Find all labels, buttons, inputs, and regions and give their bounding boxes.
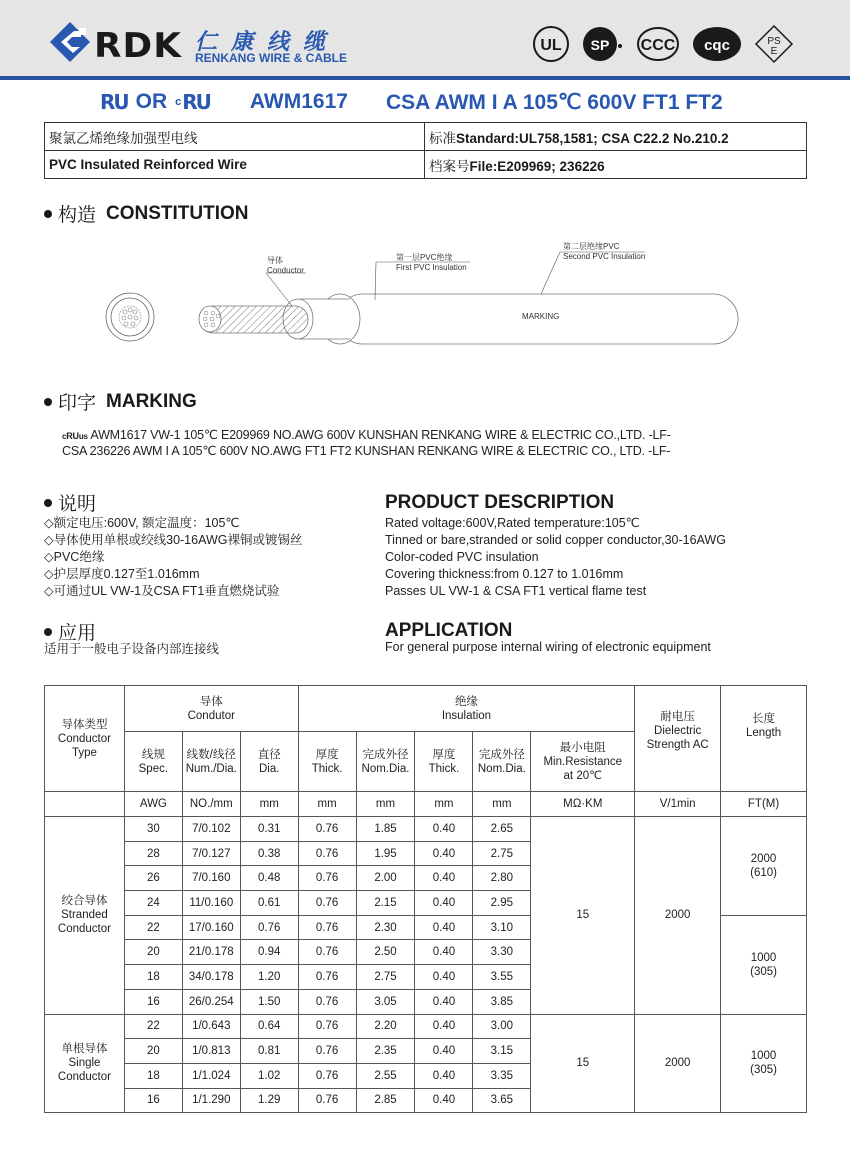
nom1-cell: 2.75: [356, 965, 415, 990]
thick2-header: [415, 732, 473, 792]
certification-logos: [532, 24, 794, 64]
header-cn: 厚度: [432, 748, 456, 761]
thick1-cell: 0.76: [298, 989, 356, 1014]
ul-recognized-mark: RU: [100, 90, 128, 114]
awm-cell: 16: [124, 1088, 182, 1113]
constitution-heading: [44, 200, 249, 227]
length-m: (305): [750, 1064, 777, 1077]
description-item-cn: ◇额定电压:600V, 额定温度：105℃: [44, 516, 240, 530]
conductor-label: [267, 256, 304, 276]
svg-text:UL: UL: [540, 37, 562, 54]
header-cn: 线数/线径: [186, 748, 236, 761]
type-label-en: Single: [68, 1057, 101, 1070]
thick2-cell: 0.40: [415, 817, 473, 842]
num-dia-cell: 1/1.290: [182, 1088, 240, 1113]
nom1-cell: 2.30: [356, 915, 415, 940]
thick2-cell: 0.40: [415, 866, 473, 891]
thick1-cell: 0.76: [298, 1039, 356, 1064]
header-en: Spec.: [138, 762, 169, 775]
pse-cert-icon: [754, 24, 794, 64]
thick1-cell: 0.76: [298, 841, 356, 866]
nom2-cell: 2.95: [473, 891, 531, 916]
thick2-cell: 0.40: [415, 965, 473, 990]
header-en: Condutor: [187, 709, 235, 722]
units-blank: [45, 792, 125, 817]
description-item-en: Passes UL VW-1 & CSA FT1 vertical flame test: [385, 584, 647, 598]
thick2-cell: 0.40: [415, 915, 473, 940]
header-en: Dielectric: [654, 724, 702, 737]
description-list-en: [385, 515, 726, 600]
type-label-en: Conductor: [57, 1071, 111, 1084]
heading-cn: 构造: [58, 205, 97, 226]
nom2-header: [473, 732, 531, 792]
product-name-cn: 聚氯乙烯绝缘加强型电线: [45, 123, 425, 151]
thick2-cell: 0.40: [415, 989, 473, 1014]
type-label-en: Conductor: [57, 923, 111, 936]
description-item-en: Color-coded PVC insulation: [385, 550, 539, 564]
awm-cell: 20: [124, 1039, 182, 1064]
header-divider: [0, 76, 850, 80]
application-text-en: For general purpose internal wiring of electronic equipment: [385, 640, 711, 654]
header-en: Type: [71, 746, 97, 759]
awm-style: AWM1617: [249, 90, 348, 113]
header-cn: 绝缘: [454, 695, 478, 708]
nom1-cell: 2.55: [356, 1063, 415, 1088]
stranded-type-cell: [45, 817, 125, 1015]
nom1-cell: 1.85: [356, 817, 415, 842]
standard-value: Standard:UL758,1581; CSA C22.2 No.210.2: [456, 130, 729, 146]
nom1-header: [356, 732, 415, 792]
nom2-cell: 3.35: [473, 1063, 531, 1088]
application-heading-en: APPLICATION: [385, 620, 513, 641]
thick2-cell: 0.40: [415, 940, 473, 965]
type-label-en: Stranded: [61, 909, 108, 922]
length-m: (610): [750, 866, 777, 879]
resistance-header: [531, 732, 635, 792]
thick2-cell: 0.40: [415, 1063, 473, 1088]
brand-name-en: RENKANG WIRE & CABLE: [195, 51, 347, 65]
header-en: Nom.Dia.: [361, 762, 410, 775]
header-cn: 最小电阻: [559, 741, 606, 754]
dia-cell: 0.61: [240, 891, 298, 916]
second-insulation-label-cn: 第二层绝缘PVC: [563, 242, 620, 251]
header-cn: 线规: [141, 748, 165, 761]
header-en: Insulation: [441, 709, 492, 722]
standard-prefix: 标准: [429, 130, 456, 146]
or-text: OR: [135, 90, 168, 113]
nom2-cell: 2.75: [473, 841, 531, 866]
svg-text:PS: PS: [767, 36, 781, 47]
thick1-cell: 0.76: [298, 1088, 356, 1113]
header-cn: 完成外径: [478, 748, 525, 761]
awm-cell: 22: [124, 1014, 182, 1039]
cable-diagram: [100, 236, 750, 366]
header-en: Thick.: [311, 762, 343, 775]
marking-line-1: [62, 428, 671, 444]
dia-cell: 0.64: [240, 1014, 298, 1039]
awm-cell: 18: [124, 965, 182, 990]
awm-cell: 22: [124, 915, 182, 940]
dia-cell: 0.94: [240, 940, 298, 965]
type-label-cn: 绞合导体: [61, 895, 108, 908]
num-dia-cell: 21/0.178: [182, 940, 240, 965]
nom1-cell: 2.20: [356, 1014, 415, 1039]
awm-cell: 18: [124, 1063, 182, 1088]
nom1-cell: 2.85: [356, 1088, 415, 1113]
marking-text: [62, 428, 671, 459]
num-dia-header: [182, 732, 240, 792]
header-cn: 耐电压: [660, 710, 695, 723]
heading-en: MARKING: [106, 390, 197, 412]
description-item-en: Covering thickness:from 0.127 to 1.016mm: [385, 567, 624, 581]
rdk-logo: [50, 22, 182, 66]
first-insulation-label: [396, 253, 467, 273]
length-m: (305): [750, 965, 777, 978]
svg-text:CCC: CCC: [640, 37, 676, 54]
thick1-cell: 0.76: [298, 915, 356, 940]
c-prefix: c: [175, 96, 182, 108]
marking-label: MARKING: [522, 312, 560, 321]
thick2-cell: 0.40: [415, 841, 473, 866]
header-en: Strength AC: [646, 738, 709, 751]
nom2-cell: 3.00: [473, 1014, 531, 1039]
heading-cn: 应用: [58, 623, 97, 644]
awm-cell: 28: [124, 841, 182, 866]
header-en: Nom.Dia.: [477, 762, 526, 775]
awm-cell: 24: [124, 891, 182, 916]
marking-c-prefix: c: [62, 432, 67, 441]
num-dia-cell: 34/0.178: [182, 965, 240, 990]
cul-recognized-mark: RU: [182, 90, 210, 114]
nom1-cell: 1.95: [356, 841, 415, 866]
length-ft: 1000: [750, 951, 777, 964]
ccc-cert-icon: [636, 25, 680, 63]
header-cn: 直径: [257, 748, 281, 761]
thick1-cell: 0.76: [298, 940, 356, 965]
length-cell: [721, 1014, 807, 1113]
product-description-heading: PRODUCT DESCRIPTION: [385, 492, 615, 513]
single-type-cell: [45, 1014, 125, 1113]
description-item-cn: ◇护层厚度0.127至1.016mm: [44, 567, 200, 581]
length-cell: [721, 817, 807, 916]
header-cn: 导体: [199, 695, 223, 708]
nom2-cell: 3.15: [473, 1039, 531, 1064]
table-row: [45, 1014, 807, 1039]
dia-cell: 1.02: [240, 1063, 298, 1088]
length-header: [721, 686, 807, 792]
application-text-cn: 适用于一般电子设备内部连接线: [44, 642, 220, 656]
unit-cell: mm: [240, 792, 298, 817]
nom1-cell: 2.35: [356, 1039, 415, 1064]
num-dia-cell: 1/0.643: [182, 1014, 240, 1039]
unit-cell: AWG: [124, 792, 182, 817]
unit-cell: MΩ·KM: [531, 792, 635, 817]
dia-cell: 0.76: [240, 915, 298, 940]
product-name-en: PVC Insulated Reinforced Wire: [45, 151, 425, 179]
header-row-1: [45, 686, 807, 732]
dielectric-header: [635, 686, 721, 792]
nom1-cell: 2.15: [356, 891, 415, 916]
file-prefix: 档案号: [429, 158, 470, 174]
nom1-cell: 3.05: [356, 989, 415, 1014]
thick2-cell: 0.40: [415, 1039, 473, 1064]
cqc-cert-icon: [692, 25, 742, 63]
nom1-cell: 2.00: [356, 866, 415, 891]
header-en: Num./Dia.: [185, 762, 237, 775]
conductor-group-header: [124, 686, 298, 732]
thick1-cell: 0.76: [298, 965, 356, 990]
logo-text: RDK: [94, 26, 182, 66]
specification-table: [44, 685, 807, 1113]
num-dia-cell: 7/0.127: [182, 841, 240, 866]
header-cn: 长度: [752, 712, 776, 725]
marking-line-2: CSA 236226 AWM I A 105℃ 600V NO.AWG FT1 FT2 KUNSHAN RENKANG WIRE & ELECTRIC CO., LTD. -LF-: [62, 444, 671, 458]
header-en: Length: [745, 726, 782, 739]
description-item-en: Rated voltage:600V,Rated temperature:105℃: [385, 516, 640, 530]
table-row: [45, 817, 807, 842]
second-insulation-label-en: Second PVC Insulation: [563, 252, 646, 261]
marking-line-1-text: AWM1617 VW-1 105℃ E209969 NO.AWG 600V KUNSHAN RENKANG WIRE & ELECTRIC CO.,LTD. -LF-: [90, 428, 671, 442]
num-dia-cell: 26/0.254: [182, 989, 240, 1014]
dielectric-cell: 2000: [635, 817, 721, 1015]
dia-header: [240, 732, 298, 792]
description-item-cn: ◇可通过UL VW-1及CSA FT1垂直燃烧试验: [44, 584, 280, 598]
marking-ul-icon: RU: [66, 431, 79, 441]
bullet-icon: [44, 398, 52, 406]
product-title: [100, 88, 723, 116]
thick1-cell: 0.76: [298, 1014, 356, 1039]
heading-en: CONSTITUTION: [106, 202, 249, 224]
nom2-cell: 3.85: [473, 989, 531, 1014]
num-dia-cell: 11/0.160: [182, 891, 240, 916]
length-ft: 2000: [750, 852, 777, 865]
unit-cell: mm: [473, 792, 531, 817]
bullet-icon: [44, 210, 52, 218]
num-dia-cell: 7/0.102: [182, 817, 240, 842]
thick1-header: [298, 732, 356, 792]
unit-cell: FT(M): [721, 792, 807, 817]
nom2-cell: 3.55: [473, 965, 531, 990]
nom2-cell: 2.80: [473, 866, 531, 891]
svg-text:E: E: [770, 46, 778, 57]
heading-cn: 印字: [58, 393, 97, 414]
num-dia-cell: 1/0.813: [182, 1039, 240, 1064]
length-cell: [721, 915, 807, 1014]
csa-rating: CSA AWM I A 105℃ 600V FT1 FT2: [385, 90, 723, 114]
nom2-cell: 3.65: [473, 1088, 531, 1113]
bullet-icon: [44, 628, 52, 636]
description-heading-cn: [44, 489, 106, 516]
conductor-label-en: Conductor: [267, 266, 304, 275]
insulation-group-header: [298, 686, 635, 732]
unit-cell: mm: [356, 792, 415, 817]
dia-cell: 0.81: [240, 1039, 298, 1064]
header-cn: 导体类型: [61, 718, 108, 731]
second-insulation-label: [563, 242, 645, 262]
header-cn: 完成外径: [362, 748, 409, 761]
header-en: Min.Resistance: [543, 755, 623, 768]
description-item-en: Tinned or bare,stranded or solid copper conductor,30-16AWG: [385, 533, 726, 547]
awm-cell: 30: [124, 817, 182, 842]
unit-cell: NO./mm: [182, 792, 240, 817]
thick1-cell: 0.76: [298, 866, 356, 891]
conductor-label-cn: 导体: [267, 256, 283, 265]
marking-us-suffix: us: [78, 432, 88, 441]
header-band: [0, 0, 850, 76]
dia-cell: 0.31: [240, 817, 298, 842]
thick1-cell: 0.76: [298, 1063, 356, 1088]
unit-cell: V/1min: [635, 792, 721, 817]
nom2-cell: 3.30: [473, 940, 531, 965]
dia-cell: 1.29: [240, 1088, 298, 1113]
brand-name-cn: 仁康线缆: [195, 29, 340, 54]
unit-cell: mm: [415, 792, 473, 817]
num-dia-cell: 7/0.160: [182, 866, 240, 891]
description-item-cn: ◇PVC绝缘: [44, 550, 105, 564]
svg-text:SP: SP: [590, 37, 610, 53]
nom1-cell: 2.50: [356, 940, 415, 965]
thick2-cell: 0.40: [415, 891, 473, 916]
header-en: Conductor: [57, 732, 111, 745]
dia-cell: 0.38: [240, 841, 298, 866]
csa-cert-icon: [582, 25, 624, 63]
dia-cell: 1.20: [240, 965, 298, 990]
dielectric-cell: 2000: [635, 1014, 721, 1113]
nom2-cell: 3.10: [473, 915, 531, 940]
logo-diamond-icon: [50, 22, 92, 62]
first-insulation-label-en: First PVC Insulation: [396, 263, 467, 272]
header-en: Dia.: [258, 762, 280, 775]
unit-cell: mm: [298, 792, 356, 817]
svg-text:cqc: cqc: [704, 37, 730, 54]
heading-cn: 说明: [58, 494, 97, 515]
units-row: [45, 792, 807, 817]
thick2-cell: 0.40: [415, 1088, 473, 1113]
header-en: Thick.: [428, 762, 460, 775]
awm-cell: 20: [124, 940, 182, 965]
file-cell: [425, 151, 807, 179]
awm-cell: 16: [124, 989, 182, 1014]
nom2-cell: 2.65: [473, 817, 531, 842]
header-cn: 厚度: [315, 748, 339, 761]
thick1-cell: 0.76: [298, 817, 356, 842]
thick2-cell: 0.40: [415, 1014, 473, 1039]
file-value: File:E209969; 236226: [469, 158, 605, 174]
thick1-cell: 0.76: [298, 891, 356, 916]
type-label-cn: 单根导体: [61, 1043, 108, 1056]
dia-cell: 1.50: [240, 989, 298, 1014]
ul-cert-icon: [532, 25, 570, 63]
standard-cell: [425, 123, 807, 151]
description-item-cn: ◇导体使用单根或绞线30-16AWG裸铜或镀锡丝: [44, 533, 303, 547]
awm-cell: 26: [124, 866, 182, 891]
spec-header: [124, 732, 182, 792]
standards-table: [44, 122, 807, 179]
resistance-cell: 15: [531, 1014, 635, 1113]
num-dia-cell: 1/1.024: [182, 1063, 240, 1088]
bullet-icon: [44, 499, 52, 507]
num-dia-cell: 17/0.160: [182, 915, 240, 940]
marking-heading: [44, 388, 197, 415]
description-list-cn: [44, 515, 302, 600]
header-en: at 20℃: [563, 769, 603, 782]
resistance-cell: 15: [531, 817, 635, 1015]
dia-cell: 0.48: [240, 866, 298, 891]
length-ft: 1000: [750, 1050, 777, 1063]
first-insulation-label-cn: 第一层PVC绝缘: [396, 253, 453, 262]
conductor-type-header: [45, 686, 125, 792]
